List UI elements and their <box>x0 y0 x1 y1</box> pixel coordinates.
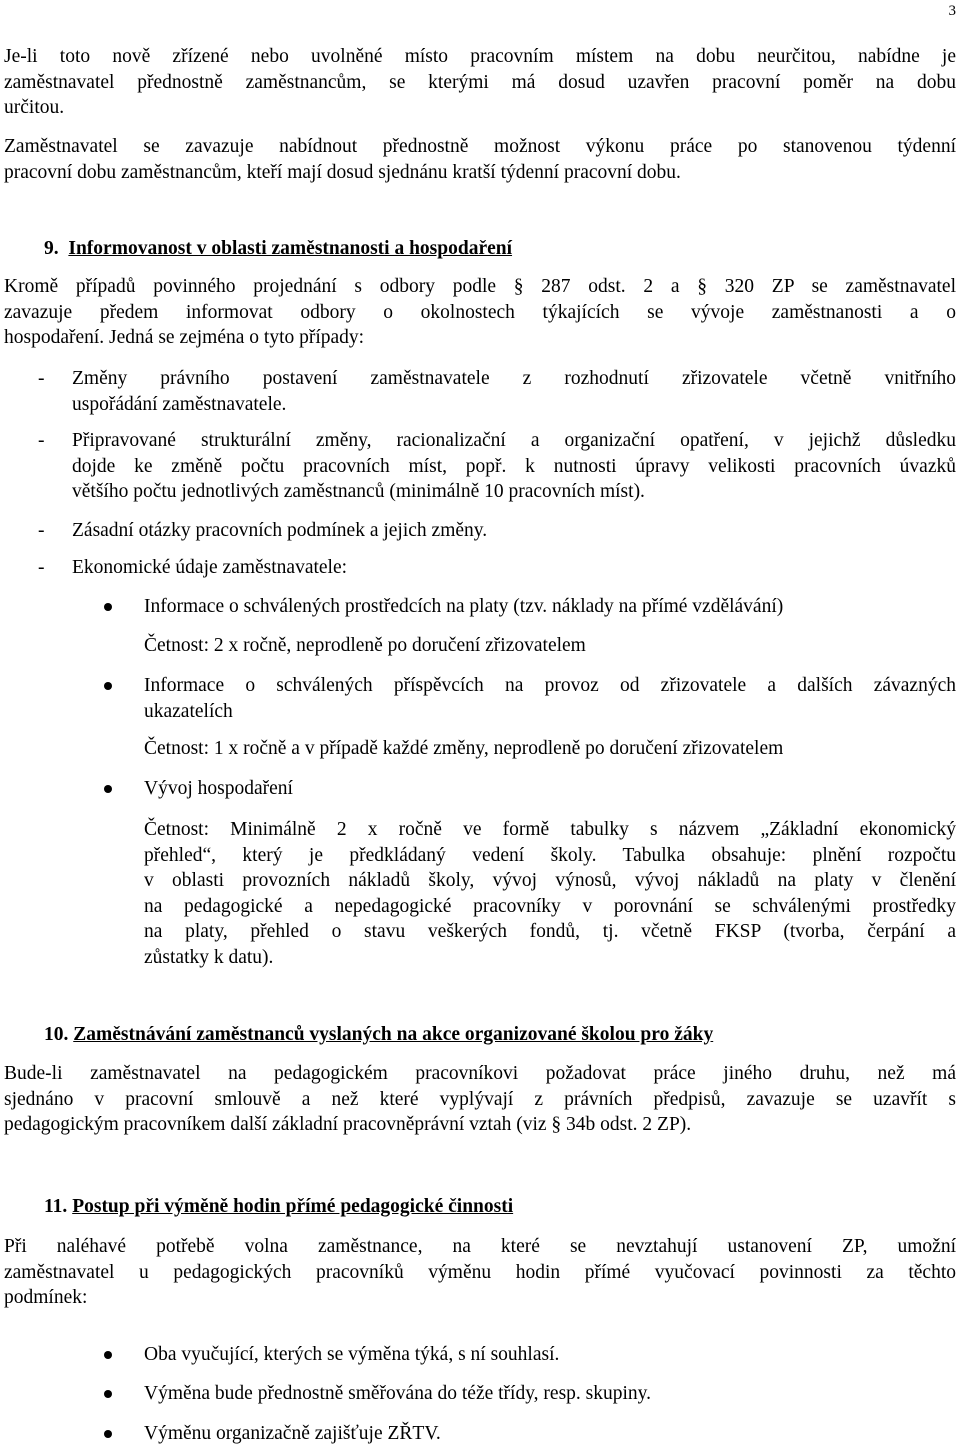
bullet-icon <box>104 682 112 690</box>
bullet-item: Výměna bude přednostně směřována do téže třídy, resp. skupiny. <box>104 1381 956 1407</box>
bullet-item: Výměnu organizačně zajišťuje ZŘTV. <box>104 1421 956 1447</box>
frequency-note: Četnost: 2 x ročně, neprodleně po doručení zřizovatelem <box>144 635 586 656</box>
bullet-icon <box>104 785 112 793</box>
section-title: Zaměstnávání zaměstnanců vyslaných na akce organizované školou pro žáky <box>73 1024 714 1045</box>
page-number: 3 <box>948 3 956 19</box>
dash-marker: - <box>38 557 45 578</box>
frequency-note: Četnost: Minimálně 2 x ročně ve formě tabulky s názvem „Základní ekonomický přehled“, který je předkládaný vedení školy. Tabulka obsahuje: plnění rozpočtu v oblasti provozních nákladů školy, vývoj výnosů, vývoj nákladů na platy v členění na pedagogické a nepedagogické pracovníky v porovnání se schválenými prostředky na platy, přehled o stavu veškerých fondů, tj. včetně FKSP (tvorba, čerpání a zůstatky k datu). <box>144 819 956 968</box>
section-number: 9. <box>44 238 59 259</box>
dash-item: - Změny právního postavení zaměstnavatele z rozhodnutí zřizovatele včetně vnitřního uspořádání zaměstnavatele. <box>38 368 956 415</box>
section-11-heading <box>44 1194 956 1220</box>
bullet-item: Informace o schválených příspěvcích na provoz od zřizovatele a dalších závazných ukazatelích <box>104 673 956 724</box>
dash-marker: - <box>38 430 45 451</box>
section-11-text: Při naléhavé potřebě volna zaměstnance, na které se nevztahují ustanovení ZP, umožní zaměstnavatel u pedagogických pracovníků výměnu hodin přímé vyučovací povinnosti za těchto podmínek: <box>4 1236 956 1308</box>
section-9-intro: Kromě případů povinného projednání s odbory podle § 287 odst. 2 a § 320 ZP se zaměstnavatel zavazuje předem informovat odbory o okolnostech týkajících se vývoje zaměstnanosti a o hospodaření. Jedná se zejména o tyto případy: <box>4 276 956 348</box>
dash-item: - Ekonomické údaje zaměstnavatele: <box>4 555 956 581</box>
bullet-icon <box>104 1390 112 1398</box>
bullet-item: Vývoj hospodaření <box>104 776 956 802</box>
dash-marker: - <box>38 520 45 541</box>
dash-marker: - <box>38 368 45 389</box>
section-10-heading <box>44 1022 956 1048</box>
section-title: Informovanost v oblasti zaměstnanosti a hospodaření <box>68 238 513 259</box>
section-9-heading <box>44 236 956 262</box>
bullet-item: Oba vyučující, kterých se výměna týká, s ní souhlasí. <box>104 1342 956 1368</box>
section-10-text: Bude-li zaměstnavatel na pedagogickém pracovníkovi požadovat práce jiného druhu, než má sjednáno v pracovní smlouvě a než které vyplývají z právních předpisů, zavazuje se uzavřít s pedagogickým pracovníkem další základní pracovněprávní vztah (viz § 34b odst. 2 ZP). <box>4 1063 956 1135</box>
section-title: Postup při výměně hodin přímé pedagogické činnosti <box>72 1196 514 1217</box>
bullet-icon <box>104 1351 112 1359</box>
section-number: 10. <box>44 1024 69 1045</box>
section-number: 11. <box>44 1196 68 1217</box>
intro-paragraph-1: Je-li toto nově zřízené nebo uvolněné místo pracovním místem na dobu neurčitou, nabídne je zaměstnavatel přednostně zaměstnancům, se kterými má dosud uzavřen pracovní poměr na dobu určitou. <box>4 46 956 118</box>
intro-paragraph-2: Zaměstnavatel se zavazuje nabídnout přednostně možnost výkonu práce po stanovenou týdenní pracovní dobu zaměstnancům, kteří mají dosud sjednánu kratší týdenní pracovní dobu. <box>4 136 956 183</box>
dash-item: - Připravované strukturální změny, racionalizační a organizační opatření, v jejichž důsledku dojde ke změně počtu pracovních míst, popř. k nutnosti úpravy velikosti pracovních úvazků většího počtu jednotlivých zaměstnanců (minimálně 10 pracovních míst). <box>38 430 956 502</box>
frequency-note: Četnost: 1 x ročně a v případě každé změny, neprodleně po doručení zřizovatelem <box>144 738 784 759</box>
bullet-icon <box>104 1430 112 1438</box>
dash-item: - Zásadní otázky pracovních podmínek a jejich změny. <box>4 518 956 544</box>
bullet-icon <box>104 603 112 611</box>
bullet-item: Informace o schválených prostředcích na platy (tzv. náklady na přímé vzdělávání) <box>104 594 956 620</box>
